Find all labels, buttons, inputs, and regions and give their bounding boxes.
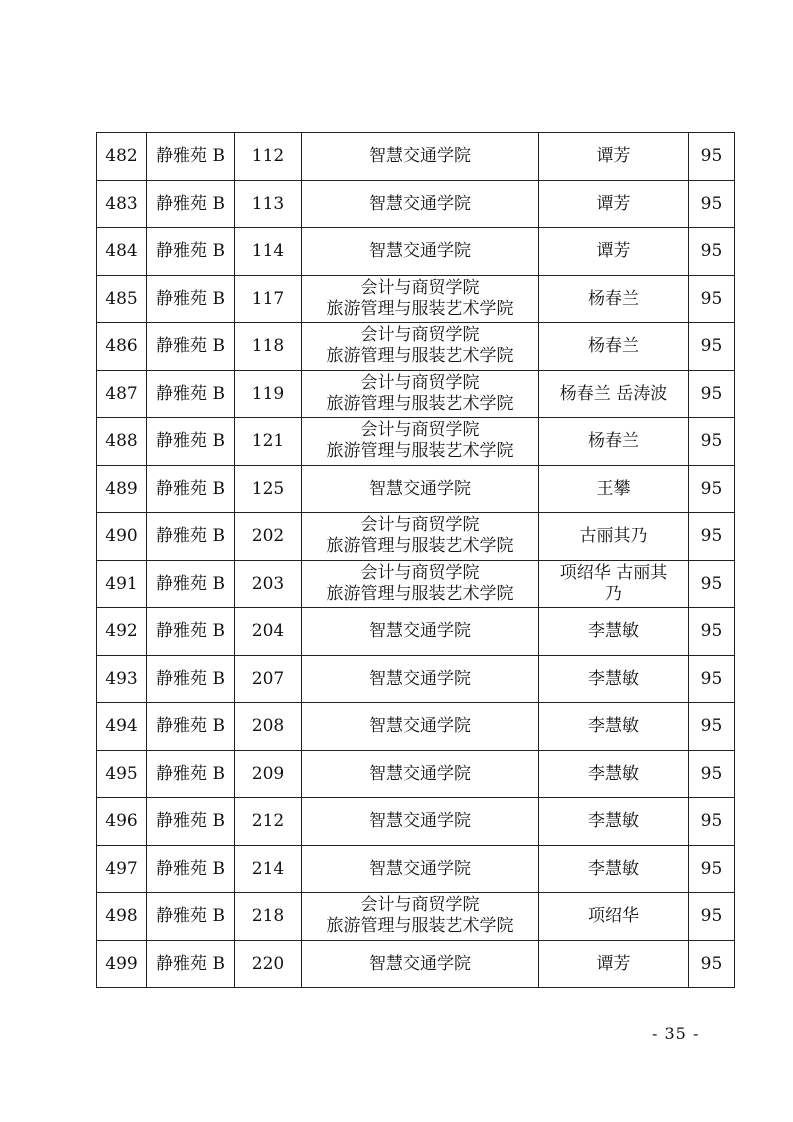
college-line: 旅游管理与服装艺术学院	[326, 298, 514, 319]
college-line: 会计与商贸学院	[360, 277, 480, 298]
teacher-line: 王攀	[596, 478, 631, 499]
teacher-cell	[539, 370, 689, 418]
college-cell	[302, 275, 539, 323]
building-cell: 静雅苑 B	[147, 228, 235, 276]
building-cell: 静雅苑 B	[147, 513, 235, 561]
room-number-cell: 220	[235, 940, 302, 988]
table-row	[97, 560, 735, 608]
score-cell: 95	[689, 750, 735, 798]
building-cell: 静雅苑 B	[147, 560, 235, 608]
college-cell	[302, 370, 539, 418]
college-line: 智慧交通学院	[369, 621, 471, 642]
table-row	[97, 703, 735, 751]
teacher-line: 谭芳	[596, 241, 631, 262]
table-row	[97, 275, 735, 323]
table-body	[97, 133, 735, 988]
room-number-cell: 214	[235, 845, 302, 893]
teacher-line: 杨春兰	[588, 336, 639, 357]
teacher-cell	[539, 513, 689, 561]
row-number-cell: 492	[97, 608, 147, 656]
teacher-line: 李慧敏	[588, 668, 639, 689]
room-number-cell: 218	[235, 893, 302, 941]
college-line: 智慧交通学院	[369, 763, 471, 784]
table-row	[97, 418, 735, 466]
teacher-cell	[539, 608, 689, 656]
room-number-cell: 209	[235, 750, 302, 798]
table-row	[97, 750, 735, 798]
table-row	[97, 608, 735, 656]
teacher-cell	[539, 418, 689, 466]
college-line: 智慧交通学院	[369, 858, 471, 879]
college-line: 智慧交通学院	[369, 241, 471, 262]
room-number-cell: 113	[235, 180, 302, 228]
table-row	[97, 513, 735, 561]
score-cell: 95	[689, 323, 735, 371]
room-number-cell: 117	[235, 275, 302, 323]
dormitory-inspection-table	[96, 132, 735, 988]
building-cell: 静雅苑 B	[147, 275, 235, 323]
teacher-line: 乃	[605, 583, 622, 604]
building-cell: 静雅苑 B	[147, 798, 235, 846]
college-line: 会计与商贸学院	[360, 325, 480, 346]
score-cell: 95	[689, 275, 735, 323]
college-cell	[302, 608, 539, 656]
college-cell	[302, 940, 539, 988]
teacher-line: 古丽其乃	[579, 526, 648, 547]
room-number-cell: 212	[235, 798, 302, 846]
row-number-cell: 486	[97, 323, 147, 371]
teacher-line: 项绍华 古丽其	[559, 562, 668, 583]
teacher-cell	[539, 893, 689, 941]
college-cell	[302, 465, 539, 513]
college-line: 会计与商贸学院	[360, 420, 480, 441]
room-number-cell: 203	[235, 560, 302, 608]
score-cell: 95	[689, 465, 735, 513]
teacher-cell	[539, 465, 689, 513]
teacher-cell	[539, 560, 689, 608]
building-cell: 静雅苑 B	[147, 180, 235, 228]
building-cell: 静雅苑 B	[147, 655, 235, 703]
room-number-cell: 207	[235, 655, 302, 703]
score-cell: 95	[689, 940, 735, 988]
building-cell: 静雅苑 B	[147, 465, 235, 513]
row-number-cell: 490	[97, 513, 147, 561]
room-number-cell: 119	[235, 370, 302, 418]
room-number-cell: 118	[235, 323, 302, 371]
building-cell: 静雅苑 B	[147, 845, 235, 893]
college-cell	[302, 323, 539, 371]
row-number-cell: 482	[97, 133, 147, 181]
room-number-cell: 204	[235, 608, 302, 656]
college-line: 旅游管理与服装艺术学院	[326, 583, 514, 604]
teacher-cell	[539, 940, 689, 988]
table-row	[97, 228, 735, 276]
score-cell: 95	[689, 655, 735, 703]
teacher-line: 杨春兰	[588, 288, 639, 309]
building-cell: 静雅苑 B	[147, 750, 235, 798]
teacher-cell	[539, 750, 689, 798]
college-line: 会计与商贸学院	[360, 372, 480, 393]
table-row	[97, 370, 735, 418]
table-row	[97, 133, 735, 181]
score-cell: 95	[689, 133, 735, 181]
table-row	[97, 893, 735, 941]
college-line: 会计与商贸学院	[360, 515, 480, 536]
college-line: 智慧交通学院	[369, 716, 471, 737]
teacher-line: 谭芳	[596, 953, 631, 974]
page-number: - 35 -	[652, 1024, 700, 1043]
building-cell: 静雅苑 B	[147, 703, 235, 751]
score-cell: 95	[689, 180, 735, 228]
college-line: 智慧交通学院	[369, 146, 471, 167]
teacher-line: 杨春兰 岳涛波	[559, 383, 668, 404]
college-line: 旅游管理与服装艺术学院	[326, 916, 514, 937]
college-cell	[302, 703, 539, 751]
table-row	[97, 655, 735, 703]
building-cell: 静雅苑 B	[147, 418, 235, 466]
row-number-cell: 489	[97, 465, 147, 513]
building-cell: 静雅苑 B	[147, 133, 235, 181]
college-line: 智慧交通学院	[369, 953, 471, 974]
college-line: 旅游管理与服装艺术学院	[326, 393, 514, 414]
teacher-cell	[539, 845, 689, 893]
college-line: 会计与商贸学院	[360, 562, 480, 583]
teacher-cell	[539, 798, 689, 846]
college-cell	[302, 845, 539, 893]
college-cell	[302, 893, 539, 941]
teacher-line: 谭芳	[596, 193, 631, 214]
college-cell	[302, 228, 539, 276]
score-cell: 95	[689, 418, 735, 466]
college-cell	[302, 798, 539, 846]
teacher-line: 李慧敏	[588, 811, 639, 832]
score-cell: 95	[689, 608, 735, 656]
teacher-cell	[539, 228, 689, 276]
score-cell: 95	[689, 845, 735, 893]
college-cell	[302, 180, 539, 228]
row-number-cell: 488	[97, 418, 147, 466]
row-number-cell: 499	[97, 940, 147, 988]
row-number-cell: 491	[97, 560, 147, 608]
score-cell: 95	[689, 893, 735, 941]
row-number-cell: 493	[97, 655, 147, 703]
row-number-cell: 483	[97, 180, 147, 228]
row-number-cell: 484	[97, 228, 147, 276]
college-line: 旅游管理与服装艺术学院	[326, 536, 514, 557]
row-number-cell: 496	[97, 798, 147, 846]
college-cell	[302, 418, 539, 466]
college-line: 旅游管理与服装艺术学院	[326, 441, 514, 462]
college-line: 智慧交通学院	[369, 478, 471, 499]
building-cell: 静雅苑 B	[147, 940, 235, 988]
teacher-line: 李慧敏	[588, 763, 639, 784]
score-cell: 95	[689, 798, 735, 846]
row-number-cell: 494	[97, 703, 147, 751]
room-number-cell: 202	[235, 513, 302, 561]
teacher-cell	[539, 703, 689, 751]
table-row	[97, 798, 735, 846]
teacher-cell	[539, 323, 689, 371]
college-line: 智慧交通学院	[369, 811, 471, 832]
teacher-line: 项绍华	[588, 906, 639, 927]
teacher-line: 谭芳	[596, 146, 631, 167]
row-number-cell: 487	[97, 370, 147, 418]
teacher-cell	[539, 655, 689, 703]
score-cell: 95	[689, 703, 735, 751]
college-cell	[302, 655, 539, 703]
row-number-cell: 498	[97, 893, 147, 941]
teacher-line: 杨春兰	[588, 431, 639, 452]
room-number-cell: 121	[235, 418, 302, 466]
building-cell: 静雅苑 B	[147, 608, 235, 656]
room-number-cell: 114	[235, 228, 302, 276]
score-cell: 95	[689, 228, 735, 276]
teacher-line: 李慧敏	[588, 621, 639, 642]
teacher-cell	[539, 180, 689, 228]
room-number-cell: 112	[235, 133, 302, 181]
teacher-line: 李慧敏	[588, 716, 639, 737]
building-cell: 静雅苑 B	[147, 893, 235, 941]
college-cell	[302, 750, 539, 798]
table-row	[97, 180, 735, 228]
table-row	[97, 940, 735, 988]
college-line: 旅游管理与服装艺术学院	[326, 346, 514, 367]
teacher-cell	[539, 275, 689, 323]
room-number-cell: 208	[235, 703, 302, 751]
college-line: 会计与商贸学院	[360, 895, 480, 916]
table-row	[97, 323, 735, 371]
college-cell	[302, 133, 539, 181]
table-row	[97, 845, 735, 893]
score-cell: 95	[689, 560, 735, 608]
teacher-cell	[539, 133, 689, 181]
table-row	[97, 465, 735, 513]
college-cell	[302, 560, 539, 608]
row-number-cell: 485	[97, 275, 147, 323]
teacher-line: 李慧敏	[588, 858, 639, 879]
room-number-cell: 125	[235, 465, 302, 513]
building-cell: 静雅苑 B	[147, 323, 235, 371]
college-cell	[302, 513, 539, 561]
row-number-cell: 497	[97, 845, 147, 893]
college-line: 智慧交通学院	[369, 668, 471, 689]
college-line: 智慧交通学院	[369, 193, 471, 214]
score-cell: 95	[689, 370, 735, 418]
score-cell: 95	[689, 513, 735, 561]
building-cell: 静雅苑 B	[147, 370, 235, 418]
row-number-cell: 495	[97, 750, 147, 798]
